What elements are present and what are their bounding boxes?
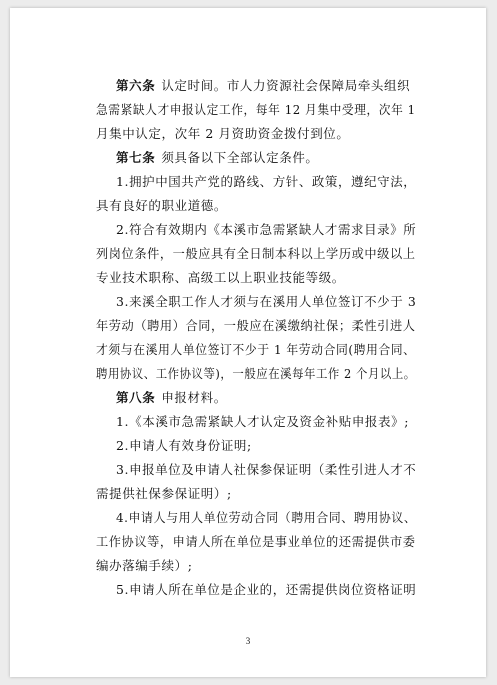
line-text: 5.申请人所在单位是企业的，还需提供岗位资格证明 bbox=[116, 582, 417, 597]
line-text: 年劳动（聘用）合同，一般应在溪缴纳社保；柔性引进人 bbox=[96, 318, 416, 333]
line-text: 申报材料。 bbox=[161, 390, 227, 405]
line-text: 急需紧缺人才申报认定工作，每年 12 月集中受理，次年 1 bbox=[96, 102, 416, 117]
line-text: 专业技术职称、高级工以上职业技能等级。 bbox=[96, 270, 345, 285]
text-line bbox=[96, 554, 416, 578]
line-text: 4.申请人与用人单位劳动合同（聘用合同、聘用协议、 bbox=[116, 510, 417, 525]
line-text: 编办落编手续）; bbox=[96, 558, 193, 573]
article-heading: 第七条 bbox=[116, 150, 156, 165]
text-line bbox=[96, 530, 416, 554]
line-text: 3.来溪全职工作人才须与在溪用人单位签订不少于 3 bbox=[116, 294, 417, 309]
text-line bbox=[96, 74, 416, 98]
text-line bbox=[96, 290, 416, 314]
line-text: 认定时间。市人力资源社会保障局牵头组织 bbox=[161, 78, 411, 93]
text-line bbox=[96, 482, 416, 506]
document-page bbox=[10, 8, 486, 677]
line-text: 3.申报单位及申请人社保参保证明（柔性引进人才不 bbox=[116, 462, 417, 477]
text-line bbox=[96, 434, 416, 458]
text-line bbox=[96, 218, 416, 242]
text-line bbox=[96, 98, 416, 122]
article-heading: 第八条 bbox=[116, 390, 156, 405]
text-line bbox=[96, 338, 416, 362]
line-text: 1.《本溪市急需紧缺人才认定及资金补贴申报表》; bbox=[116, 414, 410, 429]
line-text: 列岗位条件，一般应具有全日制本科以上学历或中级以上 bbox=[96, 246, 416, 261]
text-line bbox=[96, 314, 416, 338]
text-line bbox=[96, 410, 416, 434]
page-number: 3 bbox=[245, 636, 251, 646]
text-line bbox=[96, 266, 416, 290]
text-line bbox=[96, 122, 416, 146]
line-text: 2.符合有效期内《本溪市急需紧缺人才需求目录》所 bbox=[116, 222, 417, 237]
text-line bbox=[96, 578, 416, 602]
line-text: 才须与在溪用人单位签订不少于 1 年劳动合同(聘用合同、 bbox=[96, 342, 416, 357]
text-line bbox=[96, 242, 416, 266]
line-text: 1.拥护中国共产党的路线、方针、政策，遵纪守法， bbox=[116, 174, 417, 189]
line-text: 需提供社保参保证明）; bbox=[96, 486, 232, 501]
text-line bbox=[96, 506, 416, 530]
text-line bbox=[96, 194, 416, 218]
text-line bbox=[96, 458, 416, 482]
line-text: 具有良好的职业道德。 bbox=[96, 198, 228, 213]
line-text: 2.申请人有效身份证明; bbox=[116, 438, 252, 453]
text-line bbox=[96, 362, 416, 386]
line-text: 聘用协议、工作协议等)，一般应在溪每年工作 2 个月以上。 bbox=[96, 366, 416, 381]
text-line bbox=[96, 146, 416, 170]
body-text bbox=[96, 74, 416, 602]
page-content bbox=[96, 74, 416, 602]
line-text: 须具备以下全部认定条件。 bbox=[161, 150, 319, 165]
text-line bbox=[96, 170, 416, 194]
line-text: 月集中认定，次年 2 月资助资金拨付到位。 bbox=[96, 126, 350, 141]
text-line bbox=[96, 386, 416, 410]
line-text: 工作协议等，申请人所在单位是事业单位的还需提供市委 bbox=[96, 534, 416, 549]
article-heading: 第六条 bbox=[116, 78, 156, 93]
